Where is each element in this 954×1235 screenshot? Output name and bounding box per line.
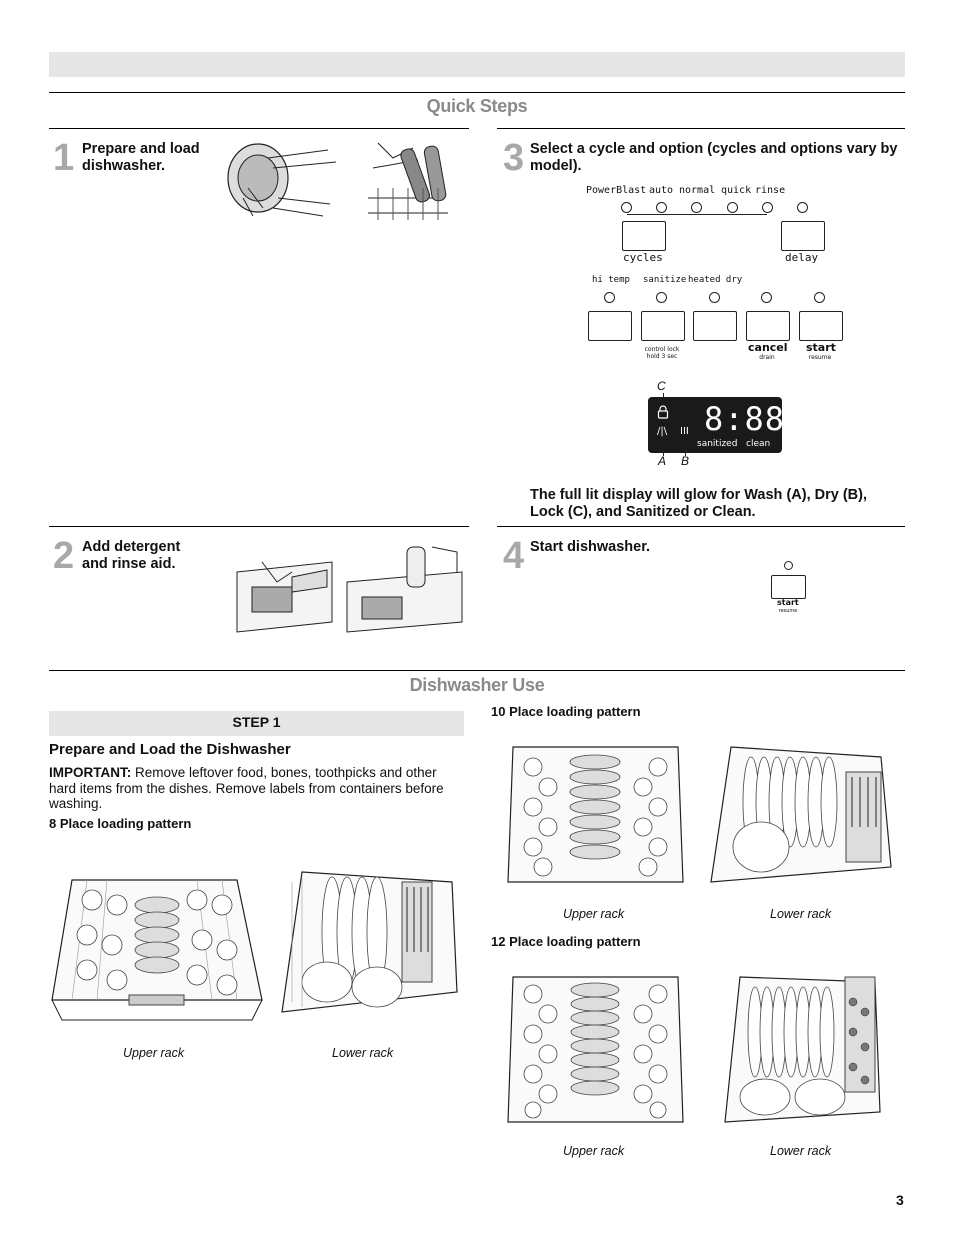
step-1-header: STEP 1 [232,714,281,730]
step-4-text: Start dishwasher. [530,539,651,555]
option-indicator-light [709,292,720,303]
option-label-sanitize: sanitize [643,275,687,285]
clean-indicator: clean [746,439,771,449]
hi-temp-button[interactable] [588,311,632,341]
heated-dry-button[interactable] [693,311,737,341]
detergent-dispenser-illustration [232,542,467,642]
divider [49,92,905,93]
start-label-small: start [777,598,799,607]
cancel-label: cancel [748,341,788,354]
pattern-8-title: 8 Place loading pattern [49,816,192,831]
loading-dishes-illustration [218,138,458,228]
wash-icon: /|\ [657,426,668,437]
cycle-label-powerblast: PowerBlast [586,185,647,196]
delay-button[interactable] [781,221,825,251]
lock-icon [657,405,669,419]
start-button-small[interactable] [771,575,806,599]
prepare-load-heading: Prepare and Load the Dishwasher [49,741,291,758]
pattern-10-title: 10 Place loading pattern [491,704,641,719]
upper-rack-12-illustration [503,972,688,1134]
caption-upper-rack-12: Upper rack [563,1144,625,1158]
start-indicator-light [784,561,793,570]
cycle-label-auto: auto [649,185,674,196]
marker-a: A [658,454,667,468]
time-digits: 8:88 [704,400,786,438]
upper-rack-8-illustration [47,860,267,1030]
option-indicator-light [656,292,667,303]
divider [497,128,905,129]
cycle-indicator-light [656,202,667,213]
caption-lower-rack-12: Lower rack [770,1144,832,1158]
start-label: start [806,341,836,354]
cycles-button[interactable] [622,221,666,251]
dry-icon: III [680,426,689,437]
option-label-hi-temp: hi temp [592,275,630,285]
display-note: The full lit display will glow for Wash (A), Dry (B), Lock (C), and Sanitized or Clean. [530,487,867,520]
delay-indicator-light [797,202,808,213]
divider [497,526,905,527]
option-indicator-light [604,292,615,303]
step-3-text: Select a cycle and option (cycles and options vary by model). [530,141,898,174]
cycle-label-quick: quick [721,185,752,196]
cancel-indicator-light [761,292,772,303]
resume-label: resume [808,354,832,361]
drain-label: drain [759,354,775,361]
control-lock-label: control lock hold 3 sec [644,346,680,360]
cycles-label: cycles [623,251,663,264]
start-button[interactable] [799,311,843,341]
status-display [648,397,786,453]
step-2-text: Add detergent and rinse aid. [82,539,181,572]
cycle-indicator-light [691,202,702,213]
lower-rack-8-illustration [272,862,464,1022]
sanitize-button[interactable] [641,311,685,341]
cycle-indicator-light [621,202,632,213]
pattern-12-title: 12 Place loading pattern [491,934,641,949]
marker-b: B [681,454,690,468]
header-bar [49,52,905,77]
step-1-text: Prepare and load dishwasher. [82,141,200,174]
marker-c: C [657,379,666,393]
divider [49,670,905,671]
caption-lower-rack-10: Lower rack [770,907,832,921]
cycle-indicator-light [727,202,738,213]
important-note: IMPORTANT: Remove leftover food, bones, toothpicks and other hard items from the dishes. Remove labels from containers before washing. [49,765,444,811]
option-label-heated-dry: heated dry [688,275,743,285]
caption-upper-rack-10: Upper rack [563,907,625,921]
cycle-label-rinse: rinse [755,185,786,196]
resume-label-small: resume [778,608,798,614]
sanitized-indicator: sanitized [697,439,738,449]
cycle-bracket-line [627,214,767,215]
caption-upper-rack-8: Upper rack [123,1046,185,1060]
dishwasher-use-title: Dishwasher Use [409,675,545,695]
step-2-number: 2 [53,535,75,577]
cancel-button[interactable] [746,311,790,341]
divider [49,526,469,527]
caption-lower-rack-8: Lower rack [332,1046,394,1060]
page-number: 3 [896,1192,904,1208]
start-indicator-light [814,292,825,303]
divider [49,128,469,129]
quick-steps-title: Quick Steps [426,96,528,116]
lower-rack-10-illustration [706,742,896,892]
lower-rack-12-illustration [720,972,882,1132]
step-4-number: 4 [503,535,525,577]
step-3-number: 3 [503,137,525,179]
upper-rack-10-illustration [503,742,688,894]
cycle-label-normal: normal [679,185,716,196]
step-1-number: 1 [53,137,75,179]
delay-label: delay [785,251,819,264]
cycle-indicator-light [762,202,773,213]
